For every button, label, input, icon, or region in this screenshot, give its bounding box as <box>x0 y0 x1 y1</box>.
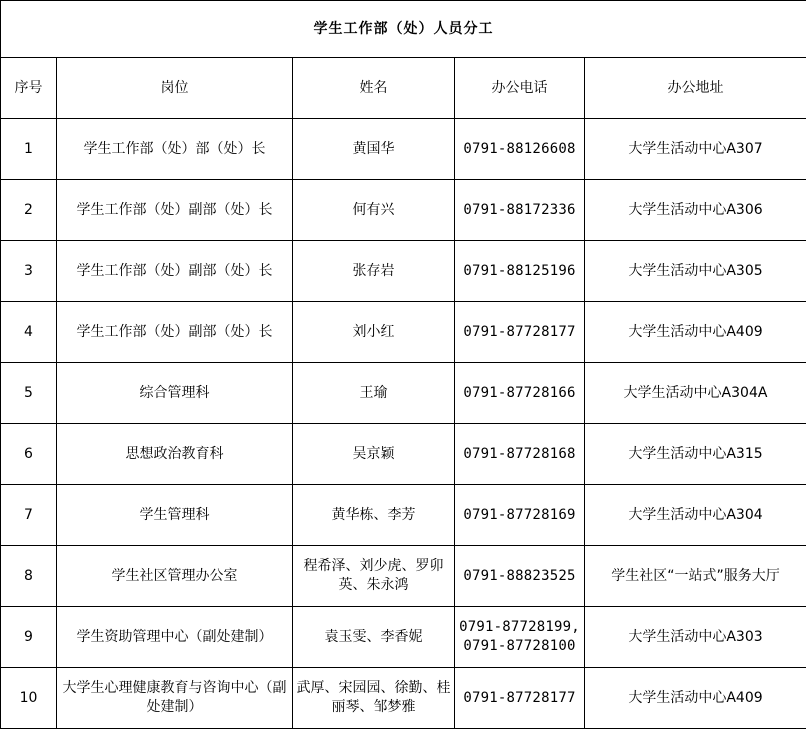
cell-post: 学生资助管理中心（副处建制） <box>57 607 293 668</box>
cell-name: 刘小红 <box>293 302 455 363</box>
cell-no: 1 <box>1 119 57 180</box>
cell-address: 大学生活动中心A307 <box>585 119 806 180</box>
cell-name: 袁玉雯、李香妮 <box>293 607 455 668</box>
cell-phone: 0791-88823525 <box>455 546 585 607</box>
cell-address: 大学生活动中心A305 <box>585 241 806 302</box>
table-row <box>1 363 806 424</box>
cell-name: 吴京颖 <box>293 424 455 485</box>
cell-address: 大学生活动中心A409 <box>585 302 806 363</box>
cell-post: 大学生心理健康教育与咨询中心（副处建制） <box>57 668 293 729</box>
cell-no: 8 <box>1 546 57 607</box>
cell-post: 学生工作部（处）副部（处）长 <box>57 241 293 302</box>
header-no: 序号 <box>1 58 57 119</box>
cell-phone: 0791-87728168 <box>455 424 585 485</box>
cell-phone: 0791-88126608 <box>455 119 585 180</box>
table-row <box>1 180 806 241</box>
header-post: 岗位 <box>57 58 293 119</box>
cell-name: 张存岩 <box>293 241 455 302</box>
header-address: 办公地址 <box>585 58 806 119</box>
cell-address: 大学生活动中心A409 <box>585 668 806 729</box>
cell-post: 学生工作部（处）副部（处）长 <box>57 180 293 241</box>
cell-no: 2 <box>1 180 57 241</box>
cell-address: 大学生活动中心A303 <box>585 607 806 668</box>
cell-phone: 0791-88172336 <box>455 180 585 241</box>
cell-post: 思想政治教育科 <box>57 424 293 485</box>
cell-name: 王瑜 <box>293 363 455 424</box>
header-phone: 办公电话 <box>455 58 585 119</box>
table-row <box>1 546 806 607</box>
cell-no: 7 <box>1 485 57 546</box>
table-title: 学生工作部（处）人员分工 <box>1 1 806 58</box>
cell-name: 武厚、宋园园、徐勤、桂丽琴、邹梦雅 <box>293 668 455 729</box>
cell-no: 4 <box>1 302 57 363</box>
table-row <box>1 607 806 668</box>
cell-phone: 0791-87728199,0791-87728100 <box>455 607 585 668</box>
table-row <box>1 485 806 546</box>
cell-address: 学生社区“一站式”服务大厅 <box>585 546 806 607</box>
table-row <box>1 119 806 180</box>
cell-name: 黄国华 <box>293 119 455 180</box>
cell-post: 学生工作部（处）副部（处）长 <box>57 302 293 363</box>
table-row <box>1 424 806 485</box>
cell-phone: 0791-88125196 <box>455 241 585 302</box>
cell-post: 学生工作部（处）部（处）长 <box>57 119 293 180</box>
cell-name: 黄华栋、李芳 <box>293 485 455 546</box>
cell-no: 6 <box>1 424 57 485</box>
table-row <box>1 241 806 302</box>
table-row <box>1 668 806 729</box>
cell-name: 程希泽、刘少虎、罗卯英、朱永鸿 <box>293 546 455 607</box>
cell-post: 综合管理科 <box>57 363 293 424</box>
cell-no: 10 <box>1 668 57 729</box>
cell-post: 学生管理科 <box>57 485 293 546</box>
table-row <box>1 302 806 363</box>
header-name: 姓名 <box>293 58 455 119</box>
cell-address: 大学生活动中心A304 <box>585 485 806 546</box>
cell-address: 大学生活动中心A315 <box>585 424 806 485</box>
cell-address: 大学生活动中心A304A <box>585 363 806 424</box>
cell-no: 3 <box>1 241 57 302</box>
cell-phone: 0791-87728177 <box>455 302 585 363</box>
cell-no: 5 <box>1 363 57 424</box>
cell-phone: 0791-87728169 <box>455 485 585 546</box>
cell-no: 9 <box>1 607 57 668</box>
cell-address: 大学生活动中心A306 <box>585 180 806 241</box>
header-row <box>1 58 806 119</box>
cell-name: 何有兴 <box>293 180 455 241</box>
cell-post: 学生社区管理办公室 <box>57 546 293 607</box>
cell-phone: 0791-87728166 <box>455 363 585 424</box>
cell-phone: 0791-87728177 <box>455 668 585 729</box>
